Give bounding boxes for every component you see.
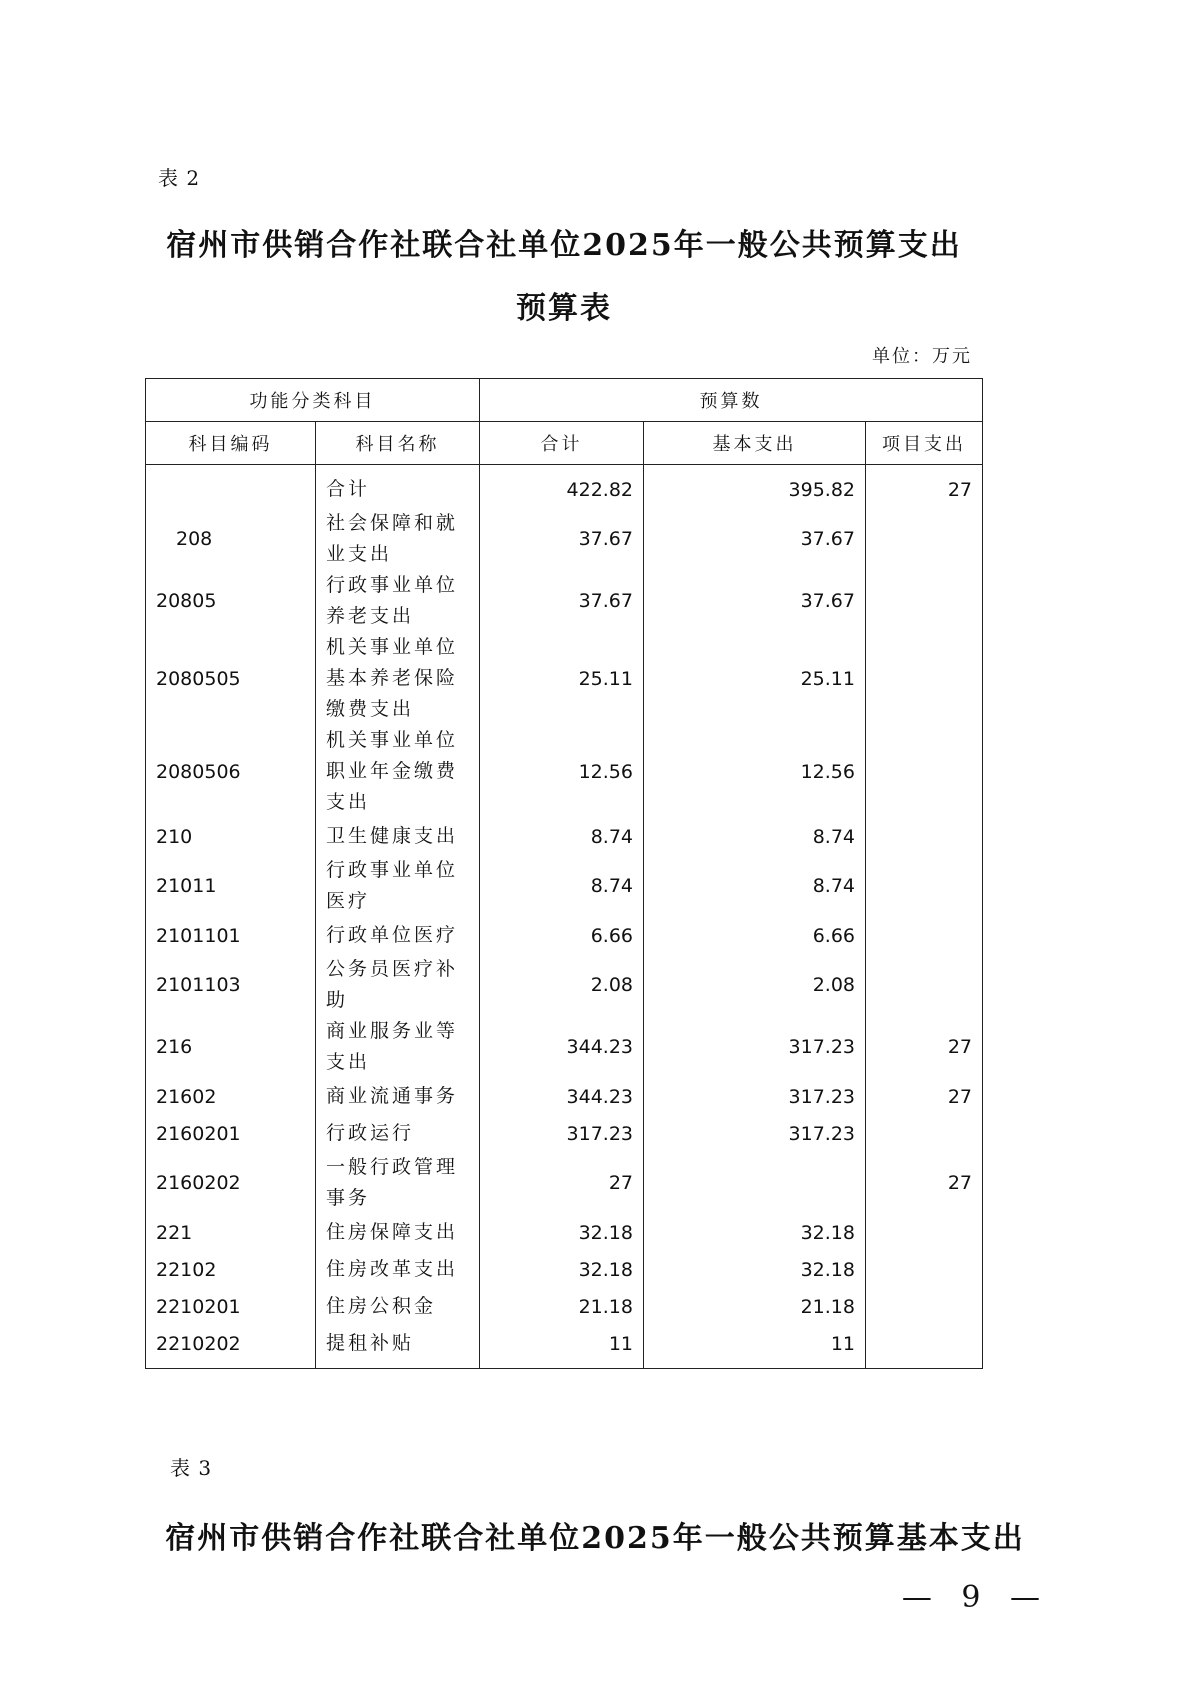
row-name-cell: 商业服务业等支出 [316, 1016, 480, 1078]
row-project-cell: 27 [866, 1152, 983, 1214]
table-row [146, 1325, 983, 1369]
row-name-cell: 机关事业单位基本养老保险缴费支出 [316, 632, 480, 725]
header-project: 项目支出 [866, 422, 983, 465]
row-project-cell: 27 [866, 465, 983, 509]
table-row [146, 508, 983, 570]
row-code-cell: 22102 [146, 1251, 316, 1288]
row-total-cell: 27 [480, 1152, 644, 1214]
row-project-cell [866, 1325, 983, 1369]
row-name-cell: 提租补贴 [316, 1325, 480, 1369]
header-budget-amount: 预算数 [480, 379, 983, 422]
table-row [146, 1214, 983, 1251]
row-name-cell: 合计 [316, 465, 480, 509]
page-number: — 9 — [901, 1580, 1050, 1615]
row-code-cell: 2210201 [146, 1288, 316, 1325]
row-code-cell: 221 [146, 1214, 316, 1251]
row-basic-cell: 11 [644, 1325, 866, 1369]
row-project-cell [866, 1115, 983, 1152]
table-row [146, 725, 983, 818]
row-basic-cell: 37.67 [644, 508, 866, 570]
row-basic-cell: 2.08 [644, 954, 866, 1016]
table-body [146, 465, 983, 1369]
table-row [146, 1251, 983, 1288]
header-function-category: 功能分类科目 [146, 379, 480, 422]
row-name-cell: 行政事业单位养老支出 [316, 570, 480, 632]
row-basic-cell: 32.18 [644, 1251, 866, 1288]
table-row [146, 570, 983, 632]
budget-table [145, 378, 983, 1369]
row-project-cell: 27 [866, 1016, 983, 1078]
row-basic-cell: 317.23 [644, 1078, 866, 1115]
row-total-cell: 12.56 [480, 725, 644, 818]
row-name-cell: 行政运行 [316, 1115, 480, 1152]
row-code-cell: 21011 [146, 855, 316, 917]
row-total-cell: 8.74 [480, 855, 644, 917]
row-total-cell: 317.23 [480, 1115, 644, 1152]
row-name-cell: 住房改革支出 [316, 1251, 480, 1288]
row-total-cell: 37.67 [480, 508, 644, 570]
table-row [146, 1016, 983, 1078]
row-basic-cell: 25.11 [644, 632, 866, 725]
table-row [146, 1115, 983, 1152]
row-name-cell: 机关事业单位职业年金缴费支出 [316, 725, 480, 818]
header-name: 科目名称 [316, 422, 480, 465]
row-name-cell: 住房保障支出 [316, 1214, 480, 1251]
row-project-cell [866, 1288, 983, 1325]
table-row [146, 954, 983, 1016]
row-project-cell [866, 570, 983, 632]
table-row [146, 1078, 983, 1115]
table-row [146, 818, 983, 855]
table-row [146, 465, 983, 509]
row-project-cell: 27 [866, 1078, 983, 1115]
row-code-cell: 208 [146, 508, 316, 570]
row-code-cell: 2160202 [146, 1152, 316, 1214]
row-basic-cell: 32.18 [644, 1214, 866, 1251]
row-name-cell: 住房公积金 [316, 1288, 480, 1325]
table-3-title-line1: 宿州市供销合作社联合社单位2025年一般公共预算基本支出 [165, 1521, 1025, 1556]
table-2-title-line2: 预算表 [516, 291, 612, 326]
row-basic-cell: 8.74 [644, 818, 866, 855]
row-code-cell: 2101103 [146, 954, 316, 1016]
row-basic-cell: 21.18 [644, 1288, 866, 1325]
row-basic-cell: 395.82 [644, 465, 866, 509]
row-name-cell: 一般行政管理事务 [316, 1152, 480, 1214]
row-code-cell: 216 [146, 1016, 316, 1078]
table-row [146, 632, 983, 725]
row-code-cell: 2160201 [146, 1115, 316, 1152]
row-project-cell [866, 818, 983, 855]
row-basic-cell: 6.66 [644, 917, 866, 954]
row-total-cell: 37.67 [480, 570, 644, 632]
row-total-cell: 422.82 [480, 465, 644, 509]
row-project-cell [866, 1251, 983, 1288]
row-project-cell [866, 855, 983, 917]
unit-label: 单位：万元 [872, 346, 972, 367]
row-basic-cell [644, 1152, 866, 1214]
header-total: 合计 [480, 422, 644, 465]
row-total-cell: 21.18 [480, 1288, 644, 1325]
row-total-cell: 2.08 [480, 954, 644, 1016]
table-2-title-line1: 宿州市供销合作社联合社单位2025年一般公共预算支出 [166, 228, 962, 263]
table-row [146, 1152, 983, 1214]
row-project-cell [866, 725, 983, 818]
table-3-label: 表 3 [170, 1456, 213, 1480]
row-name-cell: 卫生健康支出 [316, 818, 480, 855]
row-basic-cell: 317.23 [644, 1016, 866, 1078]
row-total-cell: 11 [480, 1325, 644, 1369]
row-code-cell: 210 [146, 818, 316, 855]
row-name-cell: 商业流通事务 [316, 1078, 480, 1115]
row-project-cell [866, 508, 983, 570]
table-2-label: 表 2 [158, 166, 201, 190]
row-project-cell [866, 632, 983, 725]
row-total-cell: 344.23 [480, 1078, 644, 1115]
row-basic-cell: 317.23 [644, 1115, 866, 1152]
table-row [146, 1288, 983, 1325]
row-code-cell: 2210202 [146, 1325, 316, 1369]
row-total-cell: 32.18 [480, 1251, 644, 1288]
row-code-cell: 2080505 [146, 632, 316, 725]
row-basic-cell: 37.67 [644, 570, 866, 632]
row-name-cell: 公务员医疗补助 [316, 954, 480, 1016]
row-code-cell: 21602 [146, 1078, 316, 1115]
row-total-cell: 344.23 [480, 1016, 644, 1078]
row-project-cell [866, 917, 983, 954]
row-basic-cell: 8.74 [644, 855, 866, 917]
row-total-cell: 8.74 [480, 818, 644, 855]
row-basic-cell: 12.56 [644, 725, 866, 818]
row-total-cell: 32.18 [480, 1214, 644, 1251]
row-total-cell: 25.11 [480, 632, 644, 725]
table-row [146, 855, 983, 917]
row-code-cell: 20805 [146, 570, 316, 632]
table-row [146, 917, 983, 954]
row-code-cell [146, 465, 316, 509]
header-code: 科目编码 [146, 422, 316, 465]
header-basic: 基本支出 [644, 422, 866, 465]
row-code-cell: 2080506 [146, 725, 316, 818]
row-total-cell: 6.66 [480, 917, 644, 954]
row-project-cell [866, 1214, 983, 1251]
row-project-cell [866, 954, 983, 1016]
row-name-cell: 行政事业单位医疗 [316, 855, 480, 917]
row-name-cell: 行政单位医疗 [316, 917, 480, 954]
row-name-cell: 社会保障和就业支出 [316, 508, 480, 570]
row-code-cell: 2101101 [146, 917, 316, 954]
